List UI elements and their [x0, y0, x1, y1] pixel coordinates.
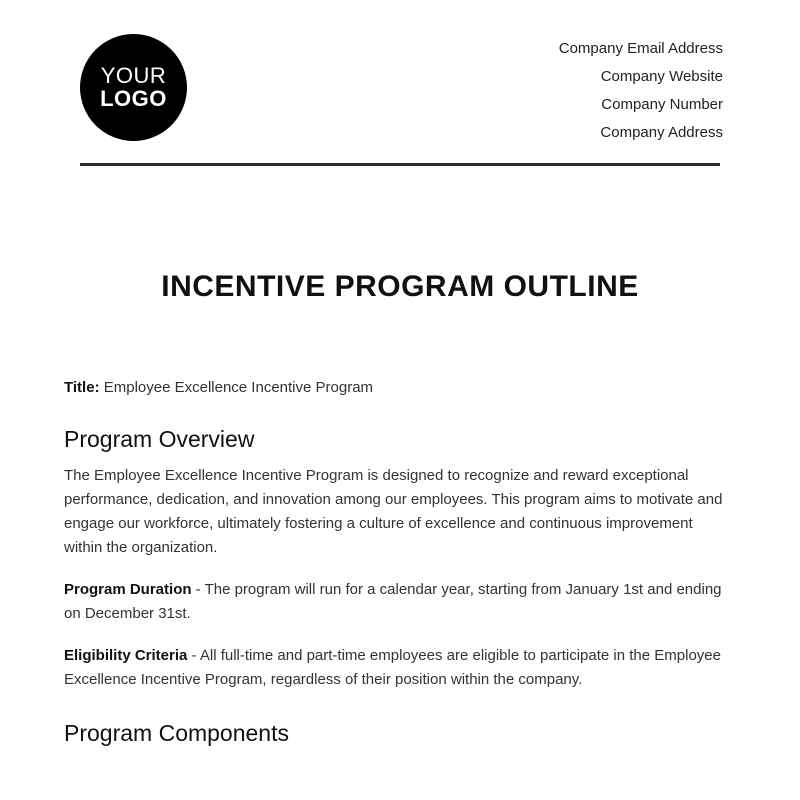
eligibility-criteria-label: Eligibility Criteria — [64, 647, 188, 664]
program-title-label: Title: — [64, 379, 100, 396]
document-body — [64, 376, 734, 758]
program-title-value: Employee Excellence Incentive Program — [99, 379, 374, 396]
company-number: Company Number — [601, 96, 723, 113]
logo-text-line2: LOGO — [100, 85, 167, 111]
program-overview-heading: Program Overview — [64, 426, 255, 452]
company-logo — [80, 34, 187, 141]
company-address: Company Address — [600, 124, 723, 141]
company-contact-block — [559, 35, 723, 147]
program-title-line — [64, 376, 734, 400]
header-divider — [80, 163, 720, 166]
company-website: Company Website — [600, 68, 723, 85]
program-components-heading: Program Components — [64, 720, 289, 746]
program-overview-text: The Employee Excellence Incentive Program is designed to recognize and reward exceptional performance, dedication, and innovation among our employees. This program aims to motivate and engage our workforce, ultimately fostering a culture of excellence and continuous improvement within the organization. — [64, 467, 723, 556]
program-duration-text: - The program will run for a calendar year, starting from January 1st and ending on December 31st. — [64, 581, 722, 622]
program-duration-label: Program Duration — [64, 581, 192, 598]
logo-text-line1: YOUR — [100, 62, 167, 88]
eligibility-criteria-paragraph — [64, 644, 734, 692]
company-email: Company Email Address — [558, 40, 723, 57]
document-title: INCENTIVE PROGRAM OUTLINE — [161, 270, 639, 303]
eligibility-criteria-text: - All full-time and part-time employees are eligible to participate in the Employee Excellence Incentive Program, regardless of their position within the company. — [64, 647, 721, 688]
program-duration-paragraph — [64, 578, 734, 626]
